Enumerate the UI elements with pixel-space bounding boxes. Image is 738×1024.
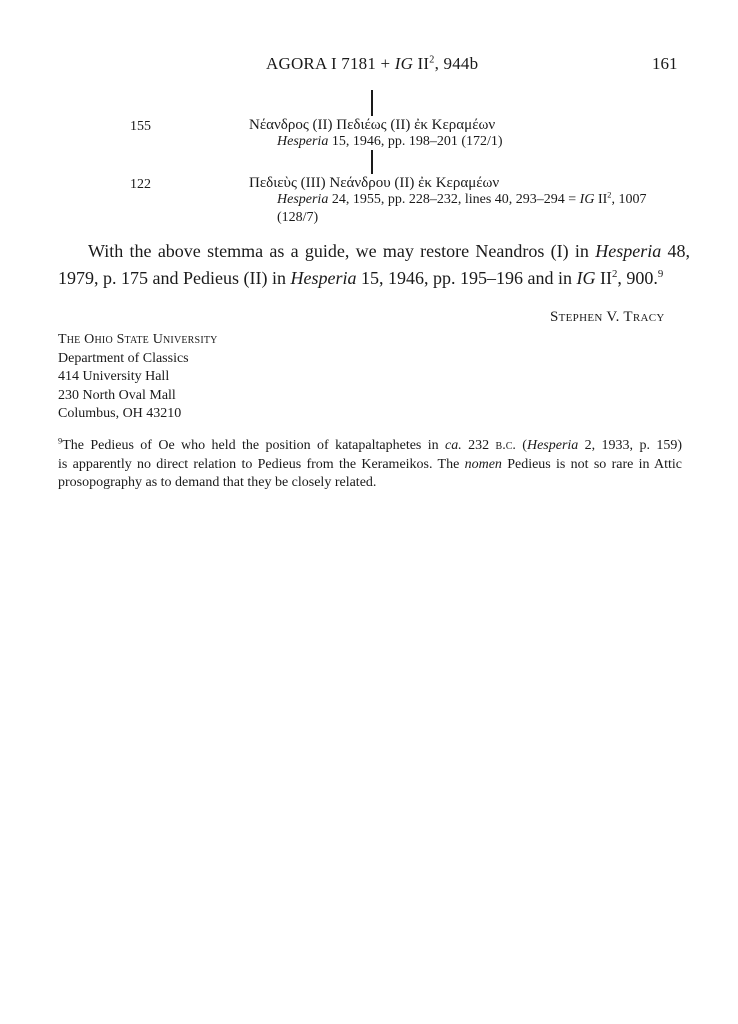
stemma-name-2: Πεδιεὺς (ΙΙΙ) Νεάνδρου (ΙΙ) ἐκ Κεραμέων xyxy=(249,175,500,191)
stemma-number-1: 155 xyxy=(130,119,151,134)
address-line: 230 North Oval Mall xyxy=(58,387,176,403)
author-address xyxy=(58,331,218,424)
stemma-line-top xyxy=(371,90,373,116)
stemma-ref-2-line2: (128/7) xyxy=(277,210,319,225)
affiliation: The Ohio State University xyxy=(58,332,218,347)
stemma-ref-1: Hesperia 15, 1946, pp. 198–201 (172/1) xyxy=(277,134,503,149)
footnote-reference: 9 xyxy=(657,268,664,280)
stemma-name-1: Νέανδρος (ΙΙ) Πεδιέως (ΙΙ) ἐκ Κεραμέων xyxy=(249,117,496,133)
stemma-number-2: 122 xyxy=(130,177,151,192)
running-header: AGORA I 7181 + IG $II^2$, 944b xyxy=(266,54,479,73)
stemma-ref-2: Hesperia 24, 1955, pp. 228–232, lines 40, 293–294 = IG $II^2$, 1007 xyxy=(277,190,647,207)
address-line: Department of Classics xyxy=(58,350,189,366)
address-line: 414 University Hall xyxy=(58,369,170,384)
footnote: $^9$The Pedieus of Oe who held the position of katapaltaphetes in ca. 232 b.c. (Hesperia 2, 1933, p. 159) is apparently no direct relation to Pedieus from the Kerameikos. The nomen Pedieus is not so rare in Attic prosopography as to demand that they be closely related. xyxy=(58,436,682,490)
stemma-line-middle xyxy=(371,150,373,174)
author-name: Stephen V. Tracy xyxy=(550,309,665,325)
address-line: Columbus, OH 43210 xyxy=(58,406,182,421)
page-number: 161 xyxy=(652,54,678,73)
footnote-marker: 9 xyxy=(58,436,63,446)
body-paragraph: With the above stemma as a guide, we may restore Neandros (I) in Hesperia 48, 1979, p. 175 and Pedieus (II) in Hesperia 15, 1946, pp. 195–196 and in IG $II^2$, 900.$^9$ xyxy=(58,241,690,288)
